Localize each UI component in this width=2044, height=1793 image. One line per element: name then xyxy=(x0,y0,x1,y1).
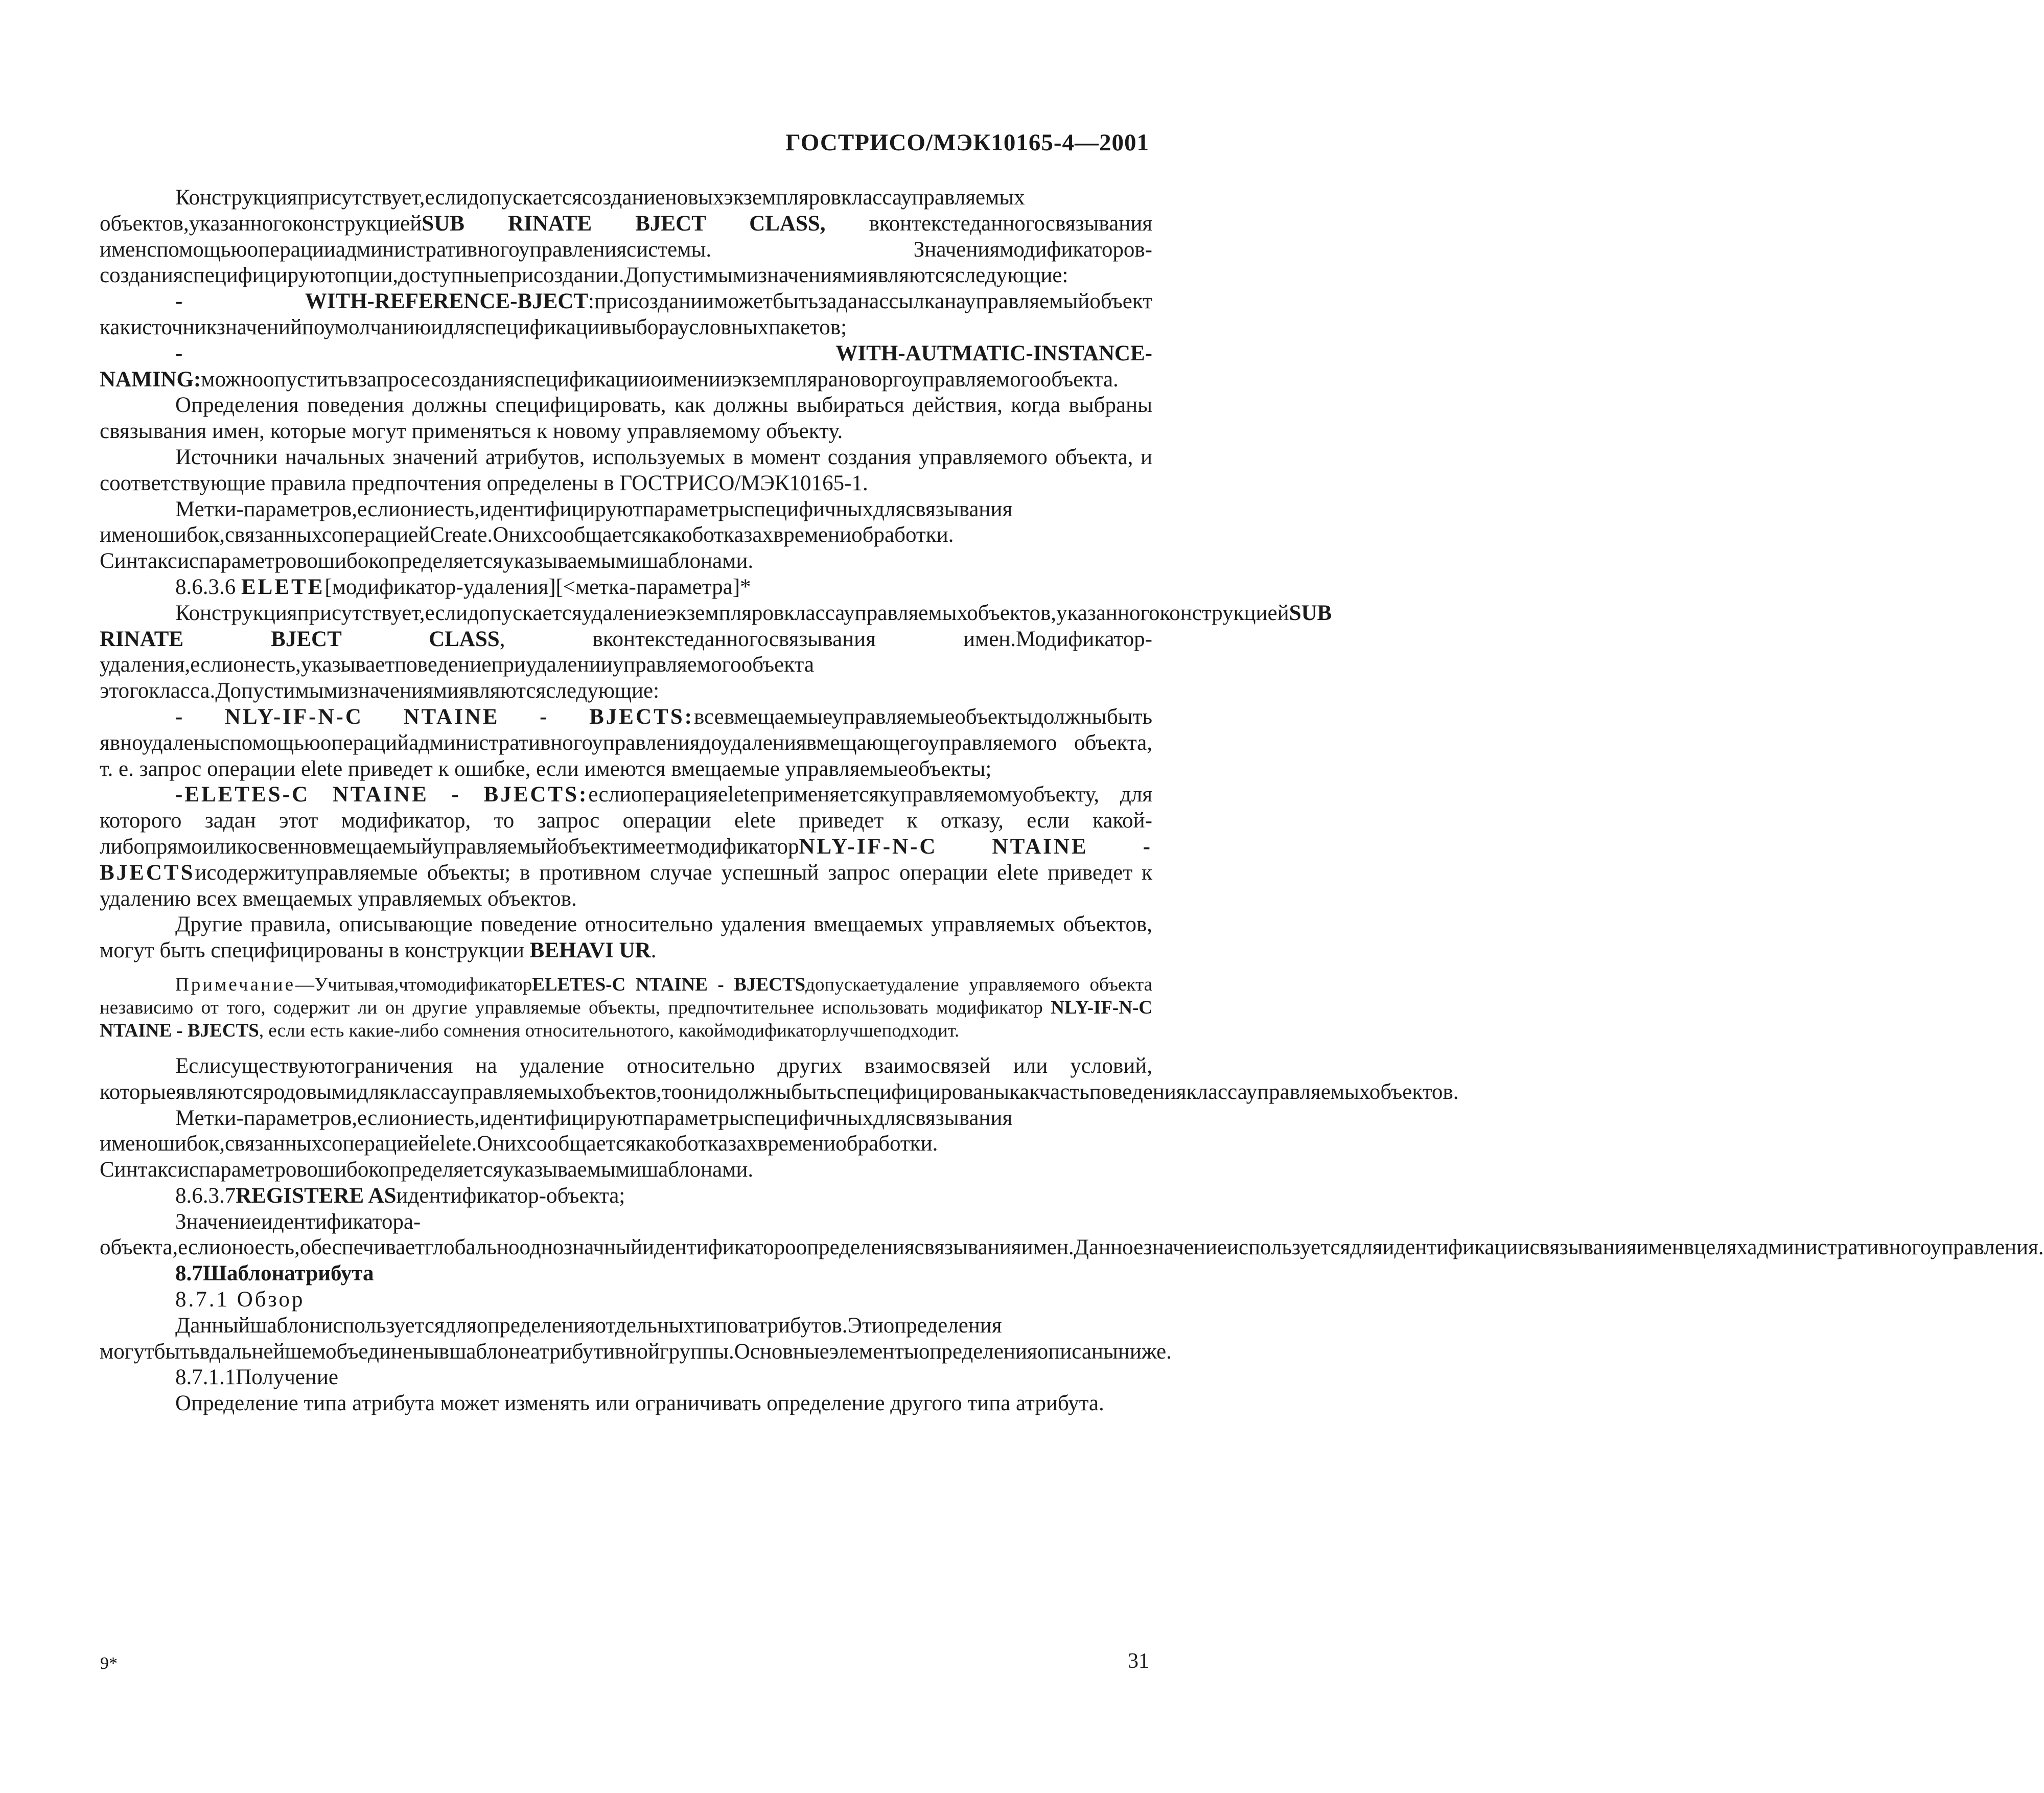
section-8-6-3-7 xyxy=(100,1183,1152,1209)
paragraph-text: :присозданииможетбытьзаданассылканауправляемыйобъект какисточникзначенийпоумолчаниюидляспецификациивыбораусловныхпакетов; xyxy=(100,289,1152,339)
paragraph xyxy=(100,601,1332,704)
list-item xyxy=(100,704,1152,782)
paragraph: Определение типа атрибута может изменять или ограничивать определение другого типа атрибута. xyxy=(175,1391,1104,1416)
bold-term: ELETE xyxy=(241,574,325,599)
section-heading-8-7-1: 8.7.1 Обзор xyxy=(175,1288,305,1312)
list-item xyxy=(100,341,1152,393)
paragraph-text: Конструкцияприсутствует,еслидопускаетсяудалениеэкземпляровклассауправляемыхобъектов,указанногоконструкцией xyxy=(175,601,1289,625)
paragraph xyxy=(100,912,1152,964)
section-8-6-3-6 xyxy=(100,574,1152,601)
bold-term: SUB RINATE BJECT CLASS xyxy=(100,601,1332,651)
paragraph-text: исодержитуправляемые объекты; в противном случае успешный запрос операции elete приведет к удалению всех вмещаемых управляемых объектов. xyxy=(100,860,1152,911)
note-label: Примечание xyxy=(175,974,295,995)
paragraph-text: вконтекстеданногосвязывания именспомощьюоперацииадминистративногоуправлениясистемы. Значениямодификаторов-созданияспецифицируютопции,доступныеприсоздании.Допустимымизначениямиявляютсяследующие: xyxy=(100,211,1152,288)
paragraph-text: еслиоперацияeleteприменяетсякуправляемомуобъекту, для которого задан этот модификатор, то запрос операции elete приведет к отказу, если какой-либопрямоиликосвенновмещаемыйуправляемыйобъектимеетмодификатор xyxy=(100,783,1152,859)
bold-term: SUB RINATE BJECT CLASS, xyxy=(422,211,826,236)
paragraph-text: Другие правила, описывающие поведение относительно удаления вмещаемых управляемых объектов, могут быть специфицированы в конструкции xyxy=(100,912,1152,963)
paragraph: Источники начальных значений атрибутов, используемых в момент создания управляемого объекта, и соответствующие правила предпочтения определены в ГОСТРИСО/МЭК10165-1. xyxy=(100,445,1152,495)
paragraph: Метки-параметров,еслиониесть,идентифицируютпараметрыспецифичныхдлясвязывания именошибок,связанныхсоперациейelete.Онихсообщаетсякакоботказахвремениобработки. Синтаксиспараметровошибокопределяетсяуказываемымишаблонами. xyxy=(100,1106,1013,1182)
paragraph: Еслисуществуютограничения на удаление относительно других взаимосвязей или условий, которыеявляютсяродовымидляклассауправляемыхобъектов,тоонидолжныбытьспецифицированыкакчастьповеденияклассауправляемыхобъектов. xyxy=(100,1053,1459,1104)
paragraph-text: допускаетудаление управляемого объекта независимо от того, содержит ли он другие управляемые объекты, предпочтительнее использовать модификатор xyxy=(100,974,1152,1018)
page-number: 31 xyxy=(1128,1649,1149,1673)
paragraph-text: Конструкцияприсутствует,еслидопускаетсясозданиеновыхэкземпляровклассауправляемых объектов,указанногоконструкцией xyxy=(100,186,1025,236)
section-heading-8-7: 8.7Шаблонатрибута xyxy=(175,1261,374,1286)
paragraph-text: —Учитывая,чтомодификатор xyxy=(295,974,532,995)
paragraph-text: , вконтекстеданногосвязывания имен.Модификатор-удаления,еслионесть,указываетповедениеприудаленииуправляемогообъекта этогокласса.Допустимымизначениямиявляютсяследующие: xyxy=(100,627,1153,703)
paragraph: Определения поведения должны специфицировать, как должны выбираться действия, когда выбраны связывания имен, которые могут применяться к новому управляемому объекту. xyxy=(100,393,1152,444)
document-body xyxy=(100,185,2044,1417)
sheet-mark: 9* xyxy=(100,1654,118,1673)
list-item xyxy=(100,782,1152,912)
paragraph-text: идентификатор-объекта; xyxy=(396,1183,625,1208)
bold-term: -ELETES-C NTAINE - BJECTS: xyxy=(175,783,589,807)
paragraph: Метки-параметров,еслиониесть,идентифицируютпараметрыспецифичныхдлясвязывания именошибок,связанныхсоперациейCreate.Онихсообщаетсякакоботказахвремениобработки. Синтаксиспараметровошибокопределяетсяуказываемымишаблонами. xyxy=(100,497,1013,573)
paragraph-text: [модификатор-удаления][<метка-параметра]* xyxy=(324,574,751,599)
paragraph-text: можноопуститьвзапросесозданияспецификацииоименииэкземплярановоргоуправляемогообъекта. xyxy=(201,367,1119,392)
paragraph-text: , если есть какие-либо сомнения относительнотого, какоймодификаторлучшеподходит. xyxy=(259,1020,960,1041)
bold-term: NLY-IF-N-C NTAINE - BJECTS xyxy=(100,997,1153,1041)
paragraph: Данныйшаблониспользуетсядляопределенияотдельныхтиповатрибутов.Этиопределения могутбытьвдальнейшемобъединенывшаблонеатрибутивнойгруппы.Основныеэлементыопределенияописаныниже. xyxy=(100,1313,1172,1364)
bold-term: - WITH-AUTMATIC-INSTANCE-NAMING: xyxy=(100,341,1152,392)
bold-term: - NLY-IF-N-C NTAINE - BJECTS: xyxy=(175,704,694,729)
section-number: 8.6.3.6 xyxy=(175,574,241,599)
bold-term: NLY-IF-N-C NTAINE - BJECTS xyxy=(100,834,1152,885)
list-item xyxy=(100,289,1152,341)
section-heading-8-7-1-1: 8.7.1.1Получение xyxy=(175,1365,339,1390)
paragraph xyxy=(100,185,1152,289)
paragraph-text: . xyxy=(651,938,657,963)
bold-term: - WITH-REFERENCE-BJECT xyxy=(175,289,588,314)
bold-term: BEHAVI UR xyxy=(529,938,651,963)
note-block xyxy=(100,973,1152,1042)
standard-code-header: ГОСТРИСО/МЭК10165-4—2001 xyxy=(785,129,1149,156)
bold-term: REGISTERE AS xyxy=(236,1183,397,1208)
paragraph: Значениеидентификатора-объекта,еслионоесть,обеспечиваетглобальнооднозначныйидентификатороопределениясвязыванияимен.Данноезначениеиспользуетсядляидентификациисвязыванияименвцеляхадминистративногоуправления. xyxy=(100,1209,2044,1260)
paragraph-text: всевмещаемыеуправляемыеобъектыдолжныбыть явноудаленыспомощьюоперацийадминистративногоуправлениядоудалениявмещающегоуправляемого объекта, т. е. запрос операции elete приведет к ошибке, если имеются вмещаемые управляемыеобъекты; xyxy=(100,704,1152,781)
bold-term: ELETES-C NTAINE - BJECTS xyxy=(532,974,806,995)
section-number: 8.6.3.7 xyxy=(175,1183,236,1208)
